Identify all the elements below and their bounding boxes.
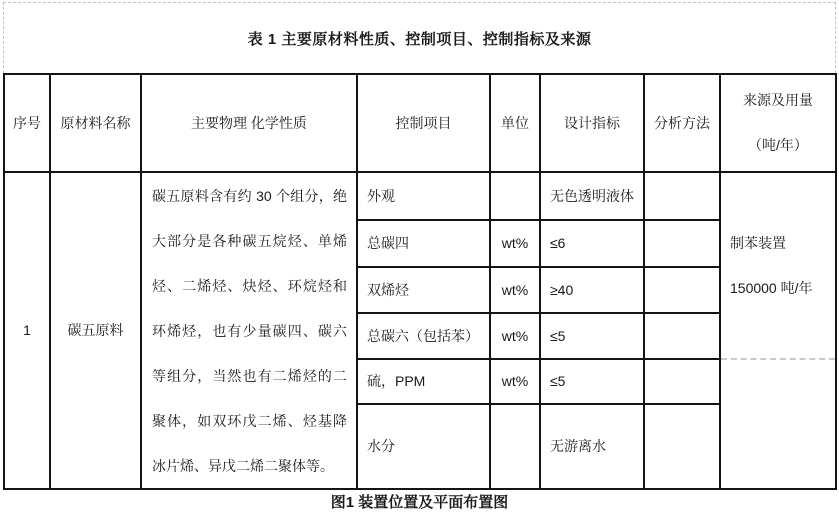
cell-indicator-0: 无色透明液体 [541,173,645,221]
cell-control-item-5: 水分 [358,405,491,488]
materials-table [3,73,837,490]
cell-method-5 [645,405,721,488]
cell-control-item-0: 外观 [358,173,491,221]
col-header-material-name: 原材料名称 [51,75,142,173]
col-header-properties: 主要物理 化学性质 [142,75,358,173]
cell-index: 1 [5,173,51,488]
cell-control-item-1: 总碳四 [358,221,491,268]
source-usage-line2: 150000 吨/年 [730,279,813,296]
source-usage-line1: 制苯装置 [730,234,786,251]
cell-properties: 碳五原料含有约 30 个组分，绝大部分是各种碳五烷烃、单烯烃、二烯烃、炔烃、环烷烃和环烯烃，也有少量碳四、碳六等组分，当然也有二烯烃的二聚体，如双环戊二烯、烃基降冰片烯、异戊二烯二聚体等。 [142,173,358,488]
cell-unit-2: wt% [491,268,541,314]
cell-indicator-3: ≤5 [541,314,645,360]
cell-source-usage [721,173,835,360]
cell-unit-0 [491,173,541,221]
col-header-index: 序号 [5,75,51,173]
source-usage-header-line1: 来源及用量 [743,92,813,108]
cell-method-0 [645,173,721,221]
col-header-design-indicator: 设计指标 [541,75,645,173]
cell-control-item-2: 双烯烃 [358,268,491,314]
cell-control-item-4: 硫，PPM [358,360,491,405]
col-header-analysis-method: 分析方法 [645,75,721,173]
cell-unit-4: wt% [491,360,541,405]
cell-unit-3: wt% [491,314,541,360]
cell-unit-5 [491,405,541,488]
source-usage-header-line2: （吨/年） [748,137,808,153]
figure-caption: 图1 装置位置及平面布置图 [330,494,509,511]
cell-method-1 [645,221,721,268]
cell-method-4 [645,360,721,405]
col-header-control-item: 控制项目 [358,75,491,173]
cell-indicator-1: ≤6 [541,221,645,268]
cell-material-name: 碳五原料 [51,173,142,488]
col-header-unit: 单位 [491,75,541,173]
cell-source-usage-empty [721,360,835,488]
cell-method-2 [645,268,721,314]
cell-indicator-2: ≥40 [541,268,645,314]
cell-indicator-4: ≤5 [541,360,645,405]
col-header-source-usage [721,75,835,173]
cell-indicator-5: 无游离水 [541,405,645,488]
cell-method-3 [645,314,721,360]
cell-control-item-3: 总碳六（包括苯） [358,314,491,360]
cell-unit-1: wt% [491,221,541,268]
table-title: 表 1 主要原材料性质、控制项目、控制指标及来源 [3,2,836,73]
